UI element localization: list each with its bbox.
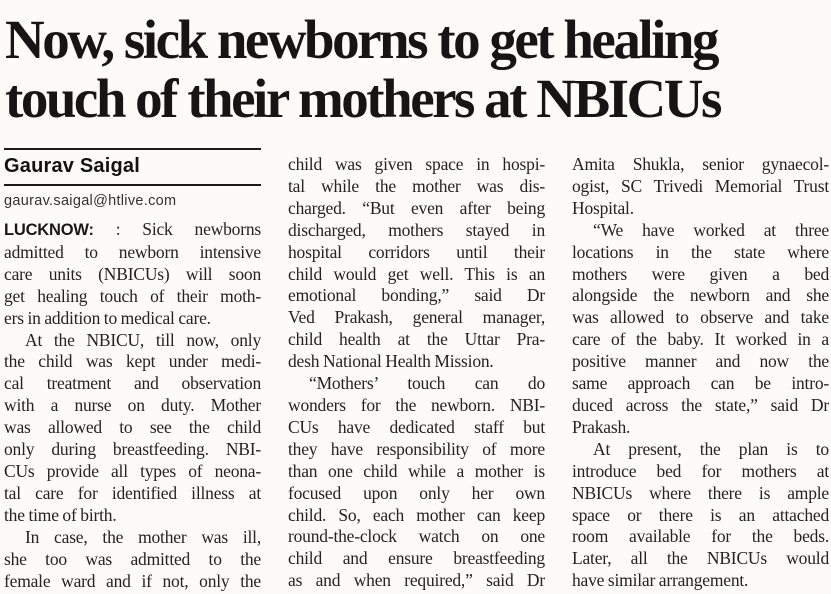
body-line: she too was admitted to the [4,548,261,569]
body-line: space or there is an attached [572,504,829,525]
byline-block [4,144,261,219]
body-line: focused upon only her own [288,482,545,503]
body-line: duced across the state,” said Dr [572,394,829,415]
body-line: child was given space in hospi- [288,154,545,174]
body-line: alongside the newborn and she [572,285,829,306]
body-line: child. So, each mother can keep [288,504,545,525]
article-column-1 [4,144,261,592]
body-line [4,219,261,242]
body-line: Later, all the NBICUs would [572,548,829,569]
author-name: Gaurav Saigal [4,155,140,177]
body-line: tal while the mother was dis- [288,175,545,196]
body-line: same approach can be intro- [572,373,829,394]
body-line: they have responsibility of more [288,438,545,459]
body-line: “We have worked at three [593,219,829,240]
headline-line-2: touch of their mothers at NBICUs [5,68,720,129]
body-line: CUs have dedicated staff but [288,416,545,437]
body-line: cal treatment and observation [4,373,261,394]
body-line: child health at the Uttar Pra- [288,329,545,350]
body-line: only during breastfeeding. NBI- [4,439,261,460]
body-line: charged. “But even after being [288,197,545,218]
body-line: female ward and if not, only the [4,570,261,591]
body-line-text: : Sick newborns [93,219,261,239]
body-line: the time of birth. [4,504,117,525]
headline-line-1: Now, sick newborns to get healing [5,9,717,70]
body-line: Hospital. [572,197,634,218]
author-email: gaurav.saigal@htlive.com [4,193,177,209]
body-line: CUs provide all types of neona- [4,460,261,481]
article-body [4,144,829,592]
body-line: child and ensure breastfeeding [288,548,545,569]
body-line: room available for the beds. [572,526,829,547]
body-line: Amita Shukla, senior gynaecol- [572,154,829,174]
article-column-3 [572,144,829,592]
body-line: hospital corridors until their [288,241,545,262]
body-line: tal care for identified illness at [4,482,261,503]
body-line: “Mothers’ touch can do [309,373,545,394]
body-line: ers in addition to medical care. [4,307,211,328]
body-line: locations in the state where [572,241,829,262]
body-line: ogist, SC Trivedi Memorial Trust [572,175,829,196]
article-column-2 [288,144,545,592]
body-line: have similar arrangement. [572,570,749,591]
body-line: admitted to newborn intensive [4,241,261,262]
body-line: with a nurse on duty. Mother [4,395,261,416]
body-line: was allowed to observe and take [572,307,829,328]
body-line: as and when required,” said Dr [288,570,545,591]
body-line: Prakash. [572,416,631,437]
body-line: than one child while a mother is [288,460,545,481]
body-line: Ved Prakash, general manager, [288,307,545,328]
body-line: NBICUs where there is ample [572,482,829,503]
body-line: introduce bed for mothers at [572,460,829,481]
body-line: At the NBICU, till now, only [25,329,261,350]
body-line: desh National Health Mission. [288,351,494,372]
body-line: care of the baby. It worked in a [572,329,829,350]
dateline: LUCKNOW: [4,221,94,239]
body-line: round-the-clock watch on one [288,526,545,547]
body-line: positive manner and now the [572,351,829,372]
body-line: care units (NBICUs) will soon [4,263,261,284]
body-line: discharged, mothers stayed in [288,219,545,240]
body-line: wonders for the newborn. NBI- [288,394,545,415]
body-line: the child was kept under medi- [4,351,261,372]
body-line: child would get well. This is an [288,263,545,284]
body-line: get healing touch of their moth- [4,285,261,306]
body-line: emotional bonding,” said Dr [288,285,545,306]
body-line: At present, the plan is to [593,438,829,459]
body-line: mothers were given a bed [572,263,829,284]
article-headline [4,0,829,128]
body-line: In case, the mother was ill, [25,526,261,547]
body-line: was allowed to see the child [4,417,261,438]
